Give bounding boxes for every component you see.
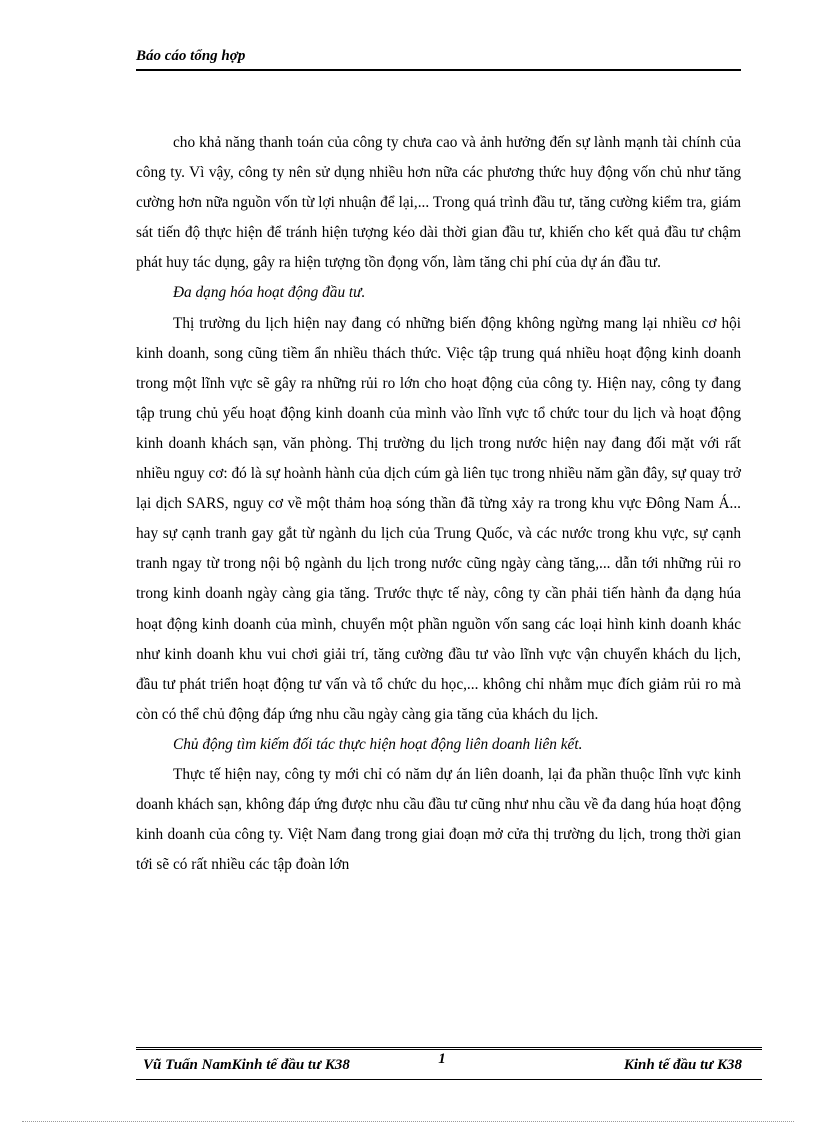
page-edge-divider	[22, 1121, 794, 1122]
header-rule	[136, 69, 741, 71]
section-heading: Đa dạng hóa hoạt động đầu tư.	[173, 284, 366, 302]
section-heading: Chủ động tìm kiếm đối tác thực hiện hoạt động liên doanh liên kết.	[173, 735, 583, 753]
footer-author: Vũ Tuấn NamKinh tế đầu tư K38	[143, 1057, 350, 1073]
paragraph: Thực tế hiện nay, công ty mới chỉ có năm dự án liên doanh, lại đa phần thuộc lĩnh vực kinh doanh khách sạn, không đáp ứng được nhu cầu đầu tư cũng như nhu cầu về đa dang húa hoạt động kinh doanh của công ty. Việt Nam đang trong giai đoạn mở cửa thị trường du lịch, trong thời gian tới sẽ có rất nhiều các tập đoàn lớn	[136, 765, 741, 874]
page-number: 1	[438, 1051, 446, 1067]
header-title: Báo cáo tổng hợp	[136, 48, 246, 64]
paragraph: cho khả năng thanh toán của công ty chưa cao và ảnh hưởng đến sự lành mạnh tài chính của công ty. Vì vậy, công ty nên sử dụng nhiều hơn nữa các phương thức huy động vốn chủ như tăng cường hơn nữa nguồn vốn từ lợi nhuận để lại,... Trong quá trình đầu tư, tăng cường kiểm tra, giám sát tiến độ thực hiện để tránh hiện tượng kéo dài thời gian đầu tư, khiến cho kết quả đầu tư chậm phát huy tác dụng, gây ra hiện tượng tồn đọng vốn, làm tăng chi phí của dự án đầu tư.	[136, 134, 741, 272]
paragraph: Thị trường du lịch hiện nay đang có những biến động không ngừng mang lại nhiều cơ hội kinh doanh, song cũng tiềm ẩn nhiều thách thức. Việc tập trung quá nhiều hoạt động kinh doanh trong một lĩnh vực sẽ gây ra những rủi ro lớn cho hoạt động của công ty. Hiện nay, công ty đang tập trung chủ yếu hoạt động kinh doanh của mình vào lĩnh vực tổ chức tour du lịch và hoạt động kinh doanh khách sạn, văn phòng. Thị trường du lịch trong nước hiện nay đang đối mặt với rất nhiều nguy cơ: đó là sự hoành hành của dịch cúm gà liên tục trong nhiều năm gần đây, sự quay trở lại dịch SARS, nguy cơ về một thảm hoạ sóng thần đã từng xảy ra trong khu vực Đông Nam Á... hay sự cạnh tranh gay gắt từ ngành du lịch của Trung Quốc, và các nước trong khu vực, sự cạnh tranh ngay từ trong nội bộ ngành du lịch trong nước cũng ngày càng tăng,... dẫn tới những rủi ro trong kinh doanh ngày càng gia tăng. Trước thực tế này, công ty cần phải tiến hành đa dạng húa hoạt động kinh doanh của mình, chuyển một phần nguồn vốn sang các loại hình kinh doanh khác như kinh doanh khu vui chơi giải trí, tăng cường đầu tư vào lĩnh vực vận chuyển khách du lịch, đầu tư phát triển hoạt động tư vấn và tổ chức du học,... không chỉ nhằm mục đích giảm rủi ro mà còn có thể chủ động đáp ứng nhu cầu ngày càng gia tăng của khách du lịch.	[136, 314, 741, 723]
footer-bottom-rule	[136, 1079, 762, 1080]
footer-rule	[136, 1047, 762, 1048]
body-text	[136, 128, 741, 880]
footer-rule	[136, 1049, 762, 1050]
footer-class: Kinh tế đầu tư K38	[623, 1057, 742, 1073]
